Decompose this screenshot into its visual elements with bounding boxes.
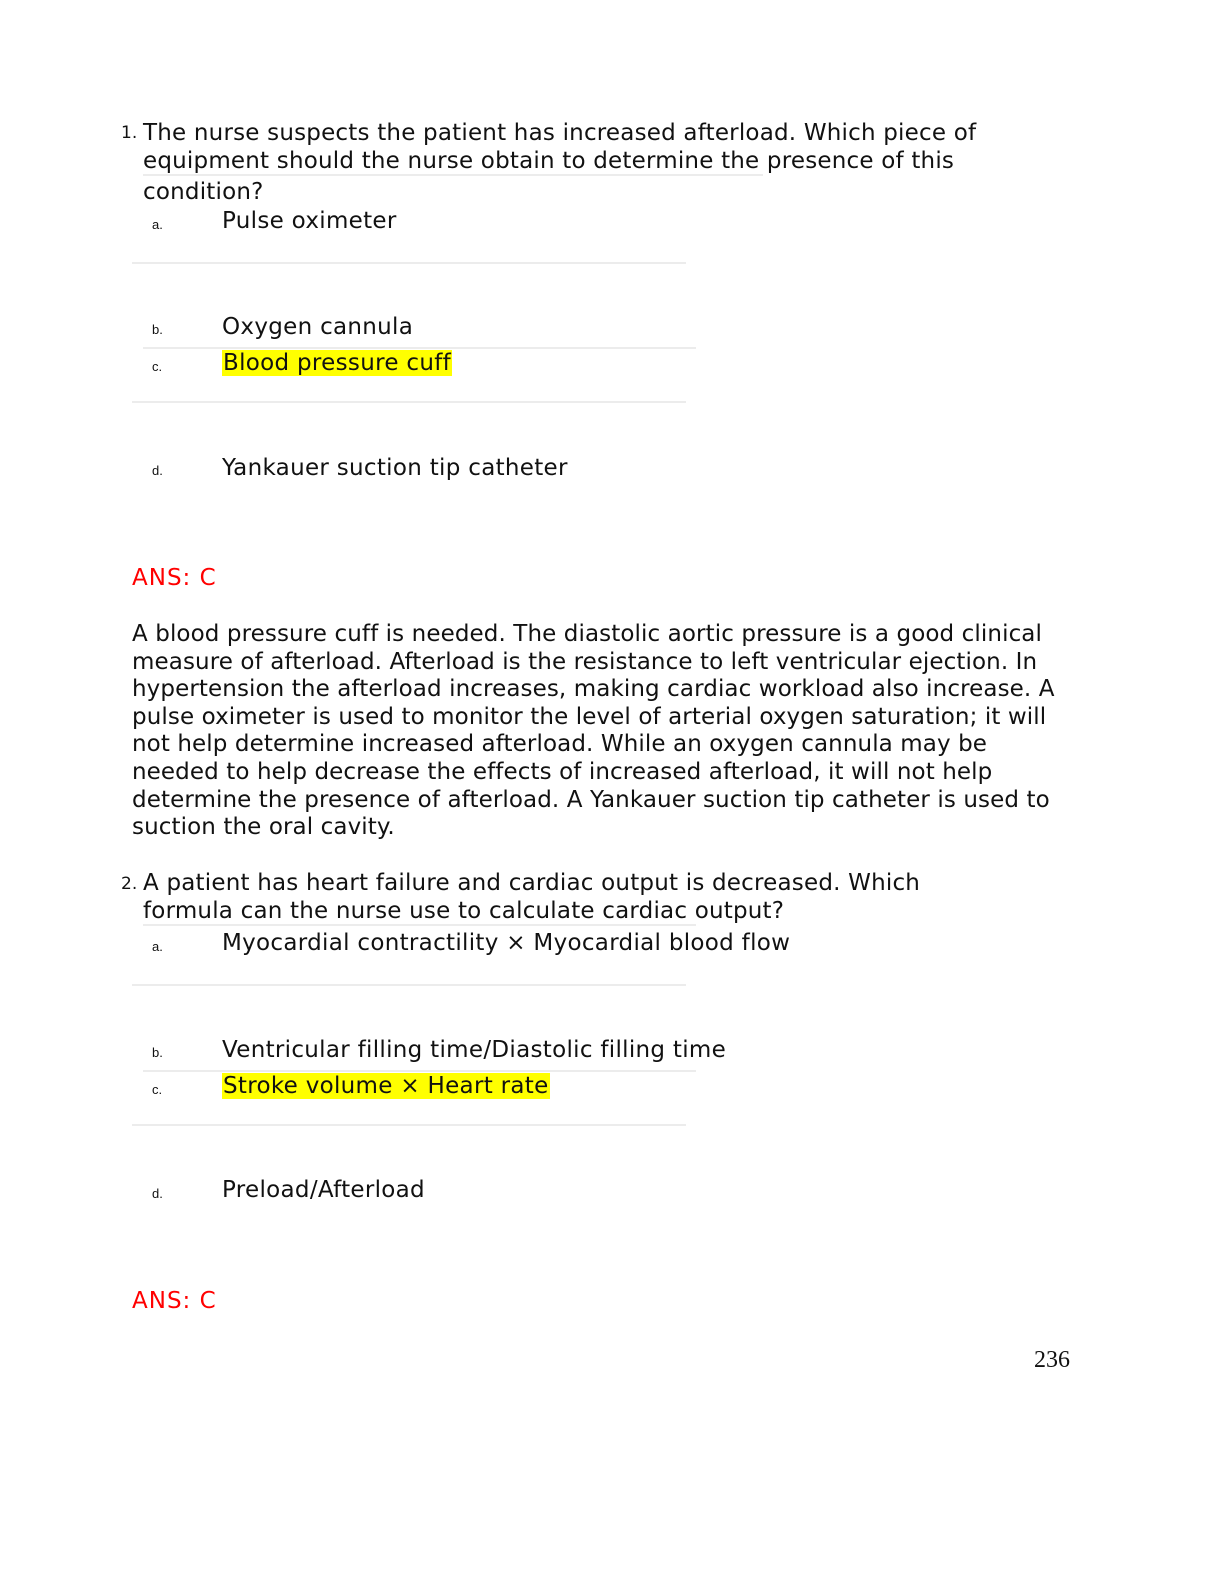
answer-highlight: Blood pressure cuff (223, 350, 451, 376)
option-letter: a. (152, 217, 163, 232)
rationale-line: determine the presence of afterload. A Yankauer suction tip catheter is used to (132, 786, 1050, 813)
divider (143, 924, 696, 926)
question-1-number: 1. (121, 123, 138, 143)
question-2-stem-line: formula can the nurse use to calculate cardiac output? (143, 898, 785, 924)
option-letter: a. (152, 939, 163, 954)
rationale-line: hypertension the afterload increases, making cardiac workload also increase. A (132, 676, 1055, 703)
option-letter: b. (152, 322, 163, 337)
option-text: Yankauer suction tip catheter (222, 455, 568, 481)
option-text-correct (222, 1071, 550, 1101)
option-text-correct (222, 348, 452, 378)
divider (132, 401, 686, 403)
option-text: Pulse oximeter (222, 208, 397, 234)
question-2-number: 2. (121, 874, 138, 894)
question-1-stem (143, 119, 1003, 206)
page-number: 236 (1034, 1347, 1070, 1373)
divider (132, 1124, 686, 1126)
answer-highlight: Stroke volume × Heart rate (223, 1073, 549, 1099)
rationale-line: needed to help decrease the effects of increased afterload, it will not help (132, 758, 993, 785)
option-letter: c. (152, 1082, 163, 1097)
answer-key: ANS: C (132, 565, 217, 591)
rationale-line: A blood pressure cuff is needed. The diastolic aortic pressure is a good clinical (132, 621, 1042, 647)
option-text: Ventricular filling time/Diastolic filling time (222, 1037, 727, 1063)
question-1-stem-line: equipment should the nurse obtain to determine the presence of this (143, 148, 955, 174)
option-text: Preload/Afterload (222, 1177, 425, 1203)
question-1-stem-line: condition? (143, 179, 264, 205)
option-text: Myocardial contractility × Myocardial blood flow (222, 930, 791, 956)
option-letter: c. (152, 359, 163, 374)
rationale-line: measure of afterload. Afterload is the resistance to left ventricular ejection. In (132, 648, 1038, 675)
option-text: Oxygen cannula (222, 314, 414, 340)
rationale-line: not help determine increased afterload. While an oxygen cannula may be (132, 731, 988, 758)
question-2-stem (143, 869, 1003, 925)
divider (143, 174, 763, 176)
rationale-line: pulse oximeter is used to monitor the level of arterial oxygen saturation; it will (132, 703, 1047, 730)
divider (132, 984, 686, 986)
option-letter: b. (152, 1045, 163, 1060)
option-letter: d. (152, 1186, 163, 1201)
answer-key: ANS: C (132, 1288, 217, 1314)
divider (132, 262, 686, 264)
rationale-line: suction the oral cavity. (132, 814, 395, 841)
question-2-stem-line: A patient has heart failure and cardiac output is decreased. Which (143, 870, 921, 896)
rationale (132, 621, 1077, 842)
question-1-stem-line: The nurse suspects the patient has increased afterload. Which piece of (143, 120, 977, 146)
option-letter: d. (152, 463, 163, 478)
